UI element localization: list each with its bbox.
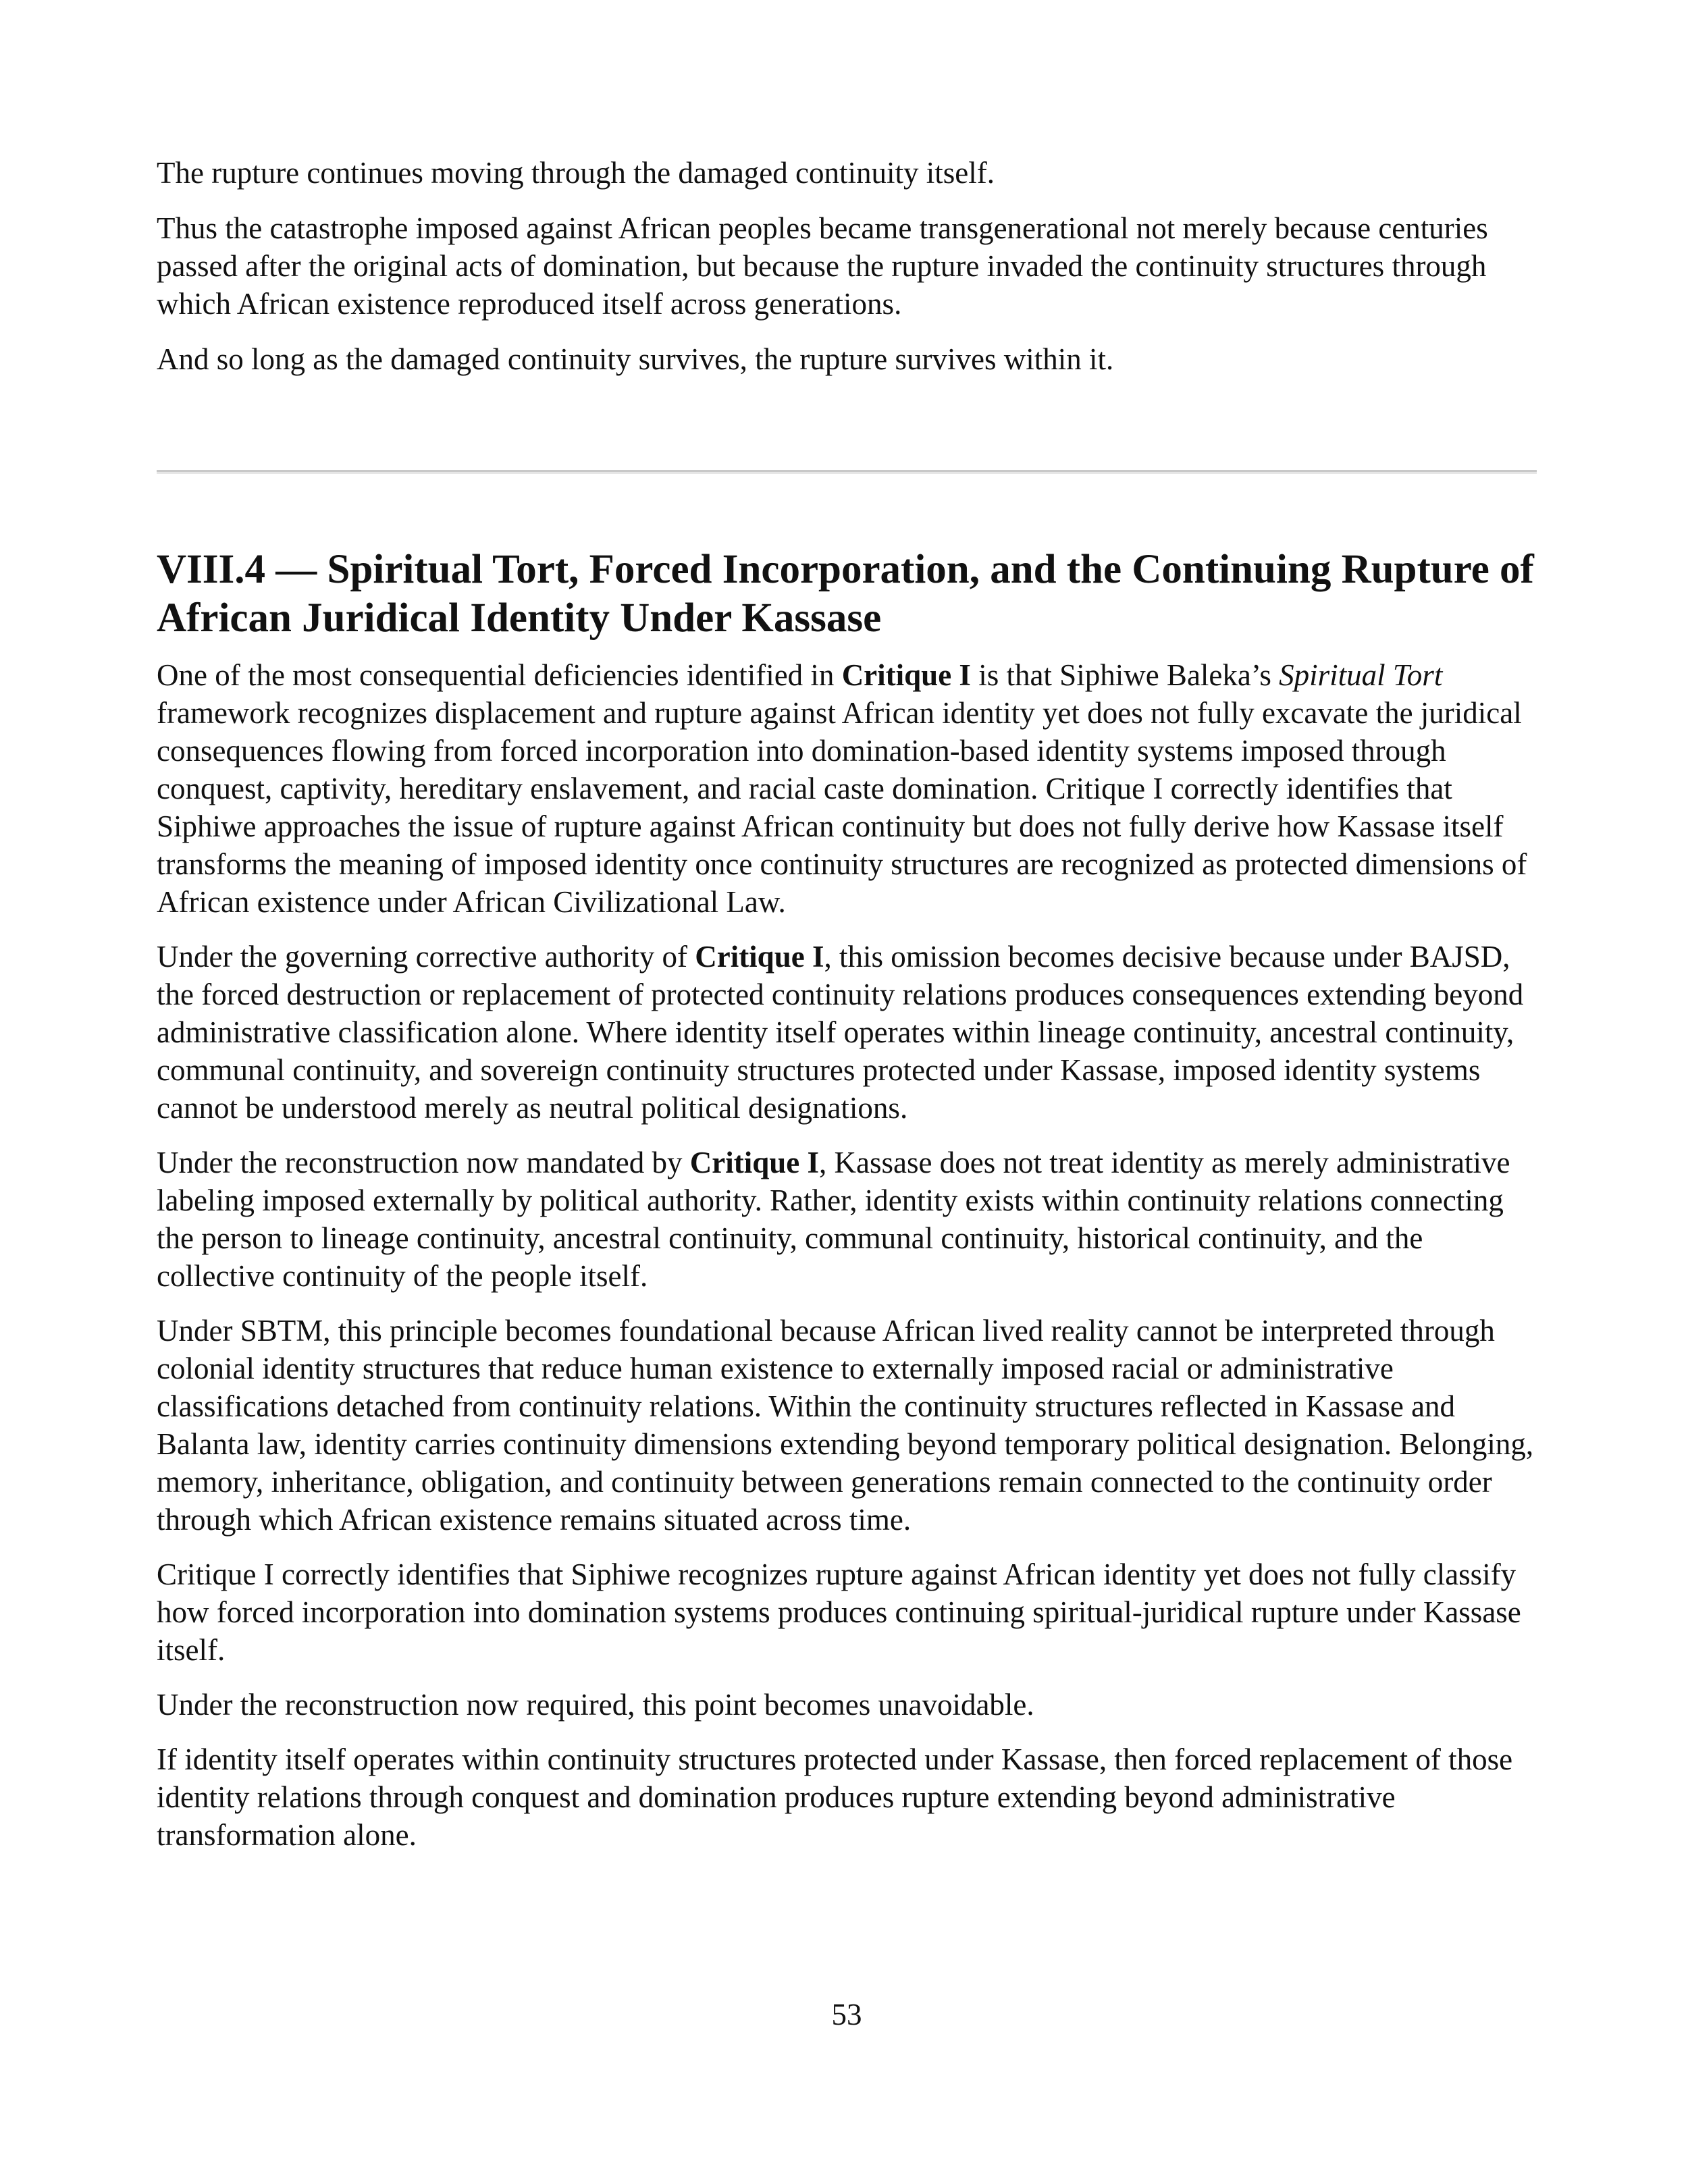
text-run: , this omission becomes decisive because under BAJSD, the forced destruction or replacement of protected continuity relations produces consequences extending beyond administrative classification alone. Where identity itself operates within lineage continuity, ancestral continuity, communal continuity, and sovereign continuity structures protected under Kassase, imposed identity systems cannot be understood merely as neutral political designations. bbox=[157, 940, 1524, 1125]
text-run: is that Siphiwe Baleka’s bbox=[970, 658, 1280, 692]
paragraph bbox=[157, 656, 1537, 921]
paragraph: If identity itself operates within continuity structures protected under Kassase, then forced replacement of those identity relations through conquest and domination produces rupture extending beyond administrative transformation alone. bbox=[157, 1742, 1513, 1852]
section-divider bbox=[157, 470, 1537, 474]
text-run: Under the reconstruction now mandated by bbox=[157, 1146, 690, 1179]
paragraph: Critique I correctly identifies that Siphiwe recognizes rupture against African identity yet does not fully classify how forced incorporation into domination systems produces continuing spiritual-juridical rupture under Kassase itself. bbox=[157, 1557, 1521, 1667]
paragraph: Under SBTM, this principle becomes foundational because African lived reality cannot be interpreted through colonial identity structures that reduce human existence to externally imposed racial or administrative classifications detached from continuity relations. Within the continuity structures reflected in Kassase and Balanta law, identity carries continuity dimensions extending beyond temporary political designation. Belonging, memory, inheritance, obligation, and continuity between generations remain connected to the continuity order through which African existence remains situated across time. bbox=[157, 1314, 1534, 1537]
text-run: Under the governing corrective authority of bbox=[157, 940, 695, 974]
bold-term: Critique I bbox=[841, 658, 971, 692]
paragraph bbox=[157, 938, 1537, 1127]
paragraph: Thus the catastrophe imposed against African peoples became transgenerational not merely because centuries passed after the original acts of domination, but because the rupture invaded the continuity structures through which African existence reproduced itself across generations. bbox=[157, 211, 1488, 321]
paragraph: Under the reconstruction now required, this point becomes unavoidable. bbox=[157, 1688, 1034, 1722]
paragraph: The rupture continues moving through the damaged continuity itself. bbox=[157, 156, 995, 190]
text-run: , Kassase does not treat identity as merely administrative labeling imposed externally by political authority. Rather, identity exists within continuity relations connecting the person to lineage continuity, ancestral continuity, communal continuity, historical continuity, and the collective continuity of the people itself. bbox=[157, 1146, 1510, 1293]
text-run: framework recognizes displacement and rupture against African identity yet does not fully excavate the juridical consequences flowing from forced incorporation into domination-based identity systems imposed through conquest, captivity, hereditary enslavement, and racial caste domination. Critique I correctly identifies that Siphiwe approaches the issue of rupture against African continuity but does not fully derive how Kassase itself transforms the meaning of imposed identity once continuity structures are recognized as protected dimensions of African existence under African Civilizational Law. bbox=[157, 696, 1527, 919]
section-heading: VIII.4 — Spiritual Tort, Forced Incorporation, and the Continuing Rupture of African Juridical Identity Under Kassase bbox=[157, 547, 1534, 641]
document-page bbox=[157, 0, 1537, 2184]
paragraph bbox=[157, 1144, 1537, 1295]
text-run: One of the most consequential deficiencies identified in bbox=[157, 658, 842, 692]
section-viii-4 bbox=[157, 545, 1537, 1871]
bold-term: Critique I bbox=[695, 940, 824, 974]
paragraph: And so long as the damaged continuity survives, the rupture survives within it. bbox=[157, 342, 1114, 376]
page-number: 53 bbox=[831, 1998, 862, 2031]
continued-text-block bbox=[157, 154, 1537, 396]
bold-term: Critique I bbox=[689, 1146, 820, 1179]
italic-term: Spiritual Tort bbox=[1279, 658, 1443, 692]
